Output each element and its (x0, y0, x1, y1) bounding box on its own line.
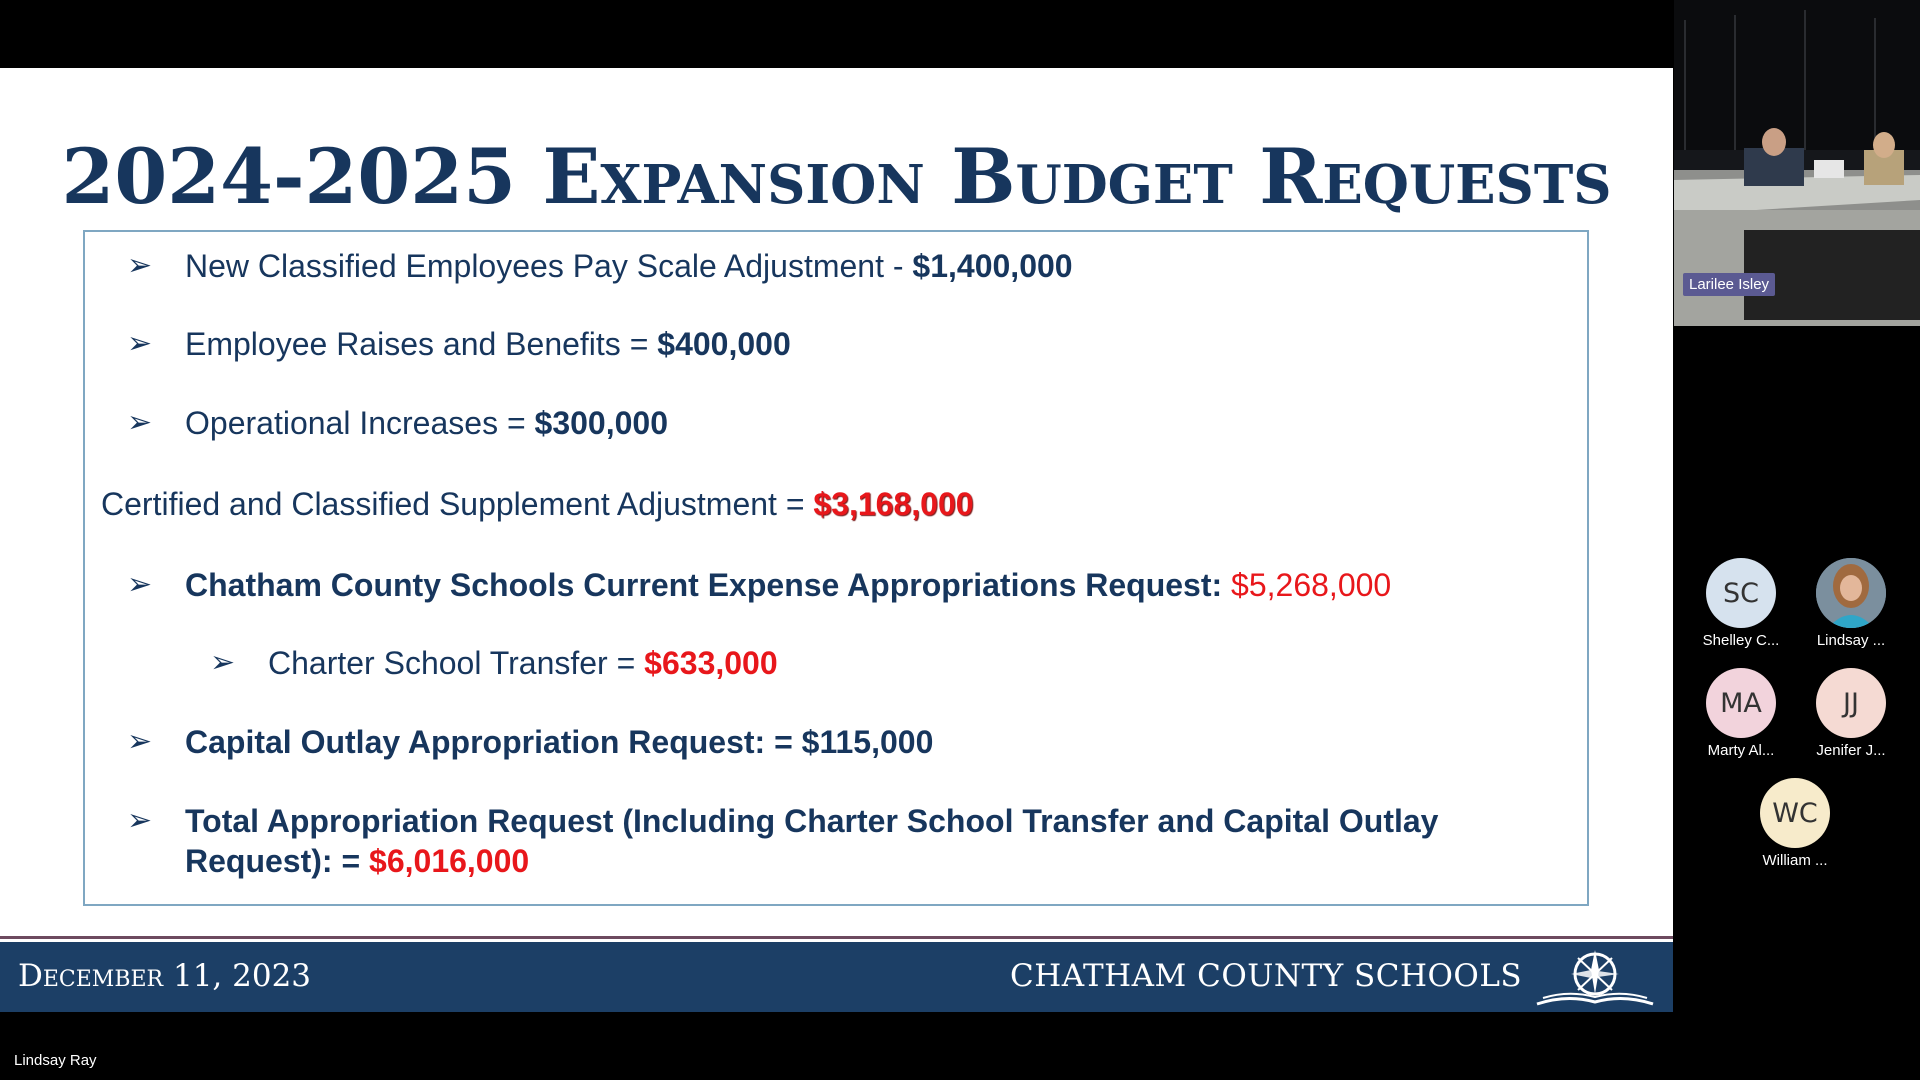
participant-name: Marty Al... (1707, 742, 1775, 759)
participant-tile[interactable] (1686, 558, 1796, 649)
item-label: Total Appropriation Request (Including Charter School Transfer and Capital Outlay (185, 803, 1439, 839)
item-amount: $6,016,000 (369, 843, 530, 879)
footer-date: December 11, 2023 (18, 958, 312, 994)
item-label: Certified and Classified Supplement Adjustment = (101, 486, 814, 522)
avatar: WC (1760, 778, 1830, 848)
budget-item-pay-scale (185, 246, 1073, 286)
item-label: Employee Raises and Benefits = (185, 326, 658, 362)
budget-item-operational (185, 403, 668, 443)
participant-name: Lindsay ... (1816, 632, 1886, 649)
budget-list-box (83, 230, 1589, 906)
item-label: Charter School Transfer = (268, 645, 645, 681)
item-label: New Classified Employees Pay Scale Adjustment - (185, 248, 913, 284)
budget-item-charter-transfer (268, 643, 778, 683)
budget-item-supplement (101, 484, 974, 524)
avatar: MA (1706, 668, 1776, 738)
bullet-arrow-icon: ➢ (127, 568, 153, 601)
item-label-continued: Request): = (185, 843, 370, 879)
camera-feed[interactable] (1674, 0, 1920, 326)
bullet-arrow-icon: ➢ (127, 406, 153, 439)
participant-tile[interactable] (1796, 558, 1906, 649)
bullet-arrow-icon: ➢ (127, 804, 153, 837)
bullet-arrow-icon: ➢ (210, 646, 236, 679)
participant-tile[interactable] (1686, 668, 1796, 759)
item-amount: $3,168,000 (813, 486, 974, 522)
bullet-arrow-icon: ➢ (127, 249, 153, 282)
camera-name-label: Larilee Isley (1683, 273, 1775, 296)
participant-name: Shelley C... (1702, 632, 1780, 649)
footer-divider (0, 936, 1673, 939)
budget-item-raises (185, 324, 791, 364)
participant-tile[interactable] (1740, 778, 1850, 869)
budget-item-capital-outlay (185, 722, 933, 762)
budget-item-total (185, 801, 1438, 881)
budget-item-current-expense (185, 565, 1391, 605)
item-amount: $5,268,000 (1231, 567, 1392, 603)
school-logo-icon (1533, 946, 1657, 1008)
person-photo-icon (1816, 558, 1886, 628)
footer-organization: CHATHAM COUNTY SCHOOLS (1010, 958, 1523, 994)
participant-name: William ... (1762, 852, 1828, 869)
item-amount: $300,000 (534, 405, 668, 441)
item-amount: $400,000 (657, 326, 791, 362)
bullet-arrow-icon: ➢ (127, 725, 153, 758)
item-label: Chatham County Schools Current Expense Appropriations Request: (185, 567, 1232, 603)
item-label: Operational Increases = (185, 405, 535, 441)
item-amount: $633,000 (644, 645, 778, 681)
avatar-photo (1816, 558, 1886, 628)
item-amount: $1,400,000 (912, 248, 1073, 284)
participant-tile[interactable] (1796, 668, 1906, 759)
avatar: JJ (1816, 668, 1886, 738)
participant-name: Jenifer J... (1816, 742, 1886, 759)
avatar: SC (1706, 558, 1776, 628)
active-speaker-label: Lindsay Ray (14, 1052, 97, 1069)
item-label: Capital Outlay Appropriation Request: = $115,000 (185, 724, 934, 760)
slide-footer (0, 942, 1673, 1012)
bullet-arrow-icon: ➢ (127, 327, 153, 360)
presentation-slide (0, 68, 1673, 1012)
slide-title: 2024-2025 Expansion Budget Requests (61, 132, 1612, 221)
